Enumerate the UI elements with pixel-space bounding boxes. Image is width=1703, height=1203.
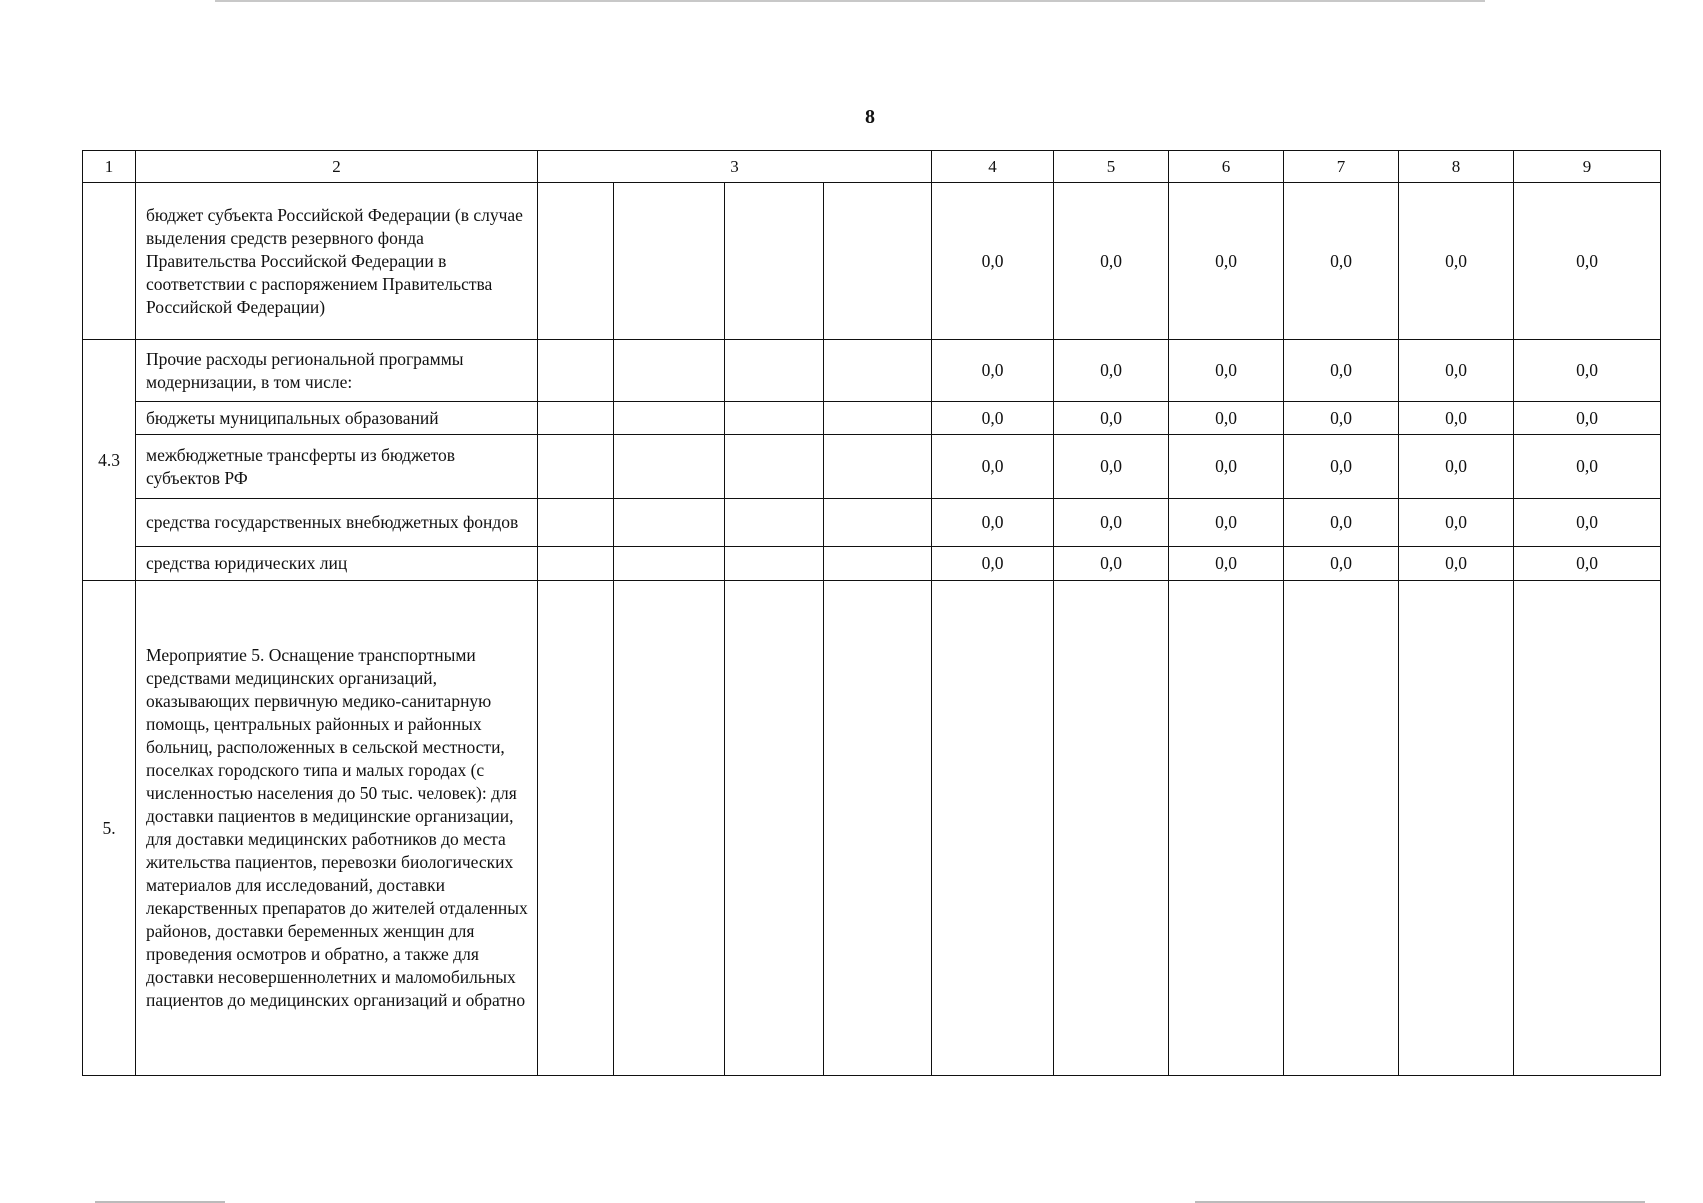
empty-cell xyxy=(614,340,725,402)
table-header-row xyxy=(83,151,1661,183)
header-cell-1: 1 xyxy=(83,151,136,183)
empty-cell xyxy=(725,402,824,435)
empty-cell xyxy=(538,402,614,435)
empty-cell xyxy=(614,435,725,499)
empty-cell xyxy=(538,547,614,581)
row-description: Мероприятие 5. Оснащение транспортными средствами медицинских организаций, оказывающих первичную медико-санитарную помощь, центральных районных и районных больниц, расположенных в сельской местности, поселках городского типа и малых городах (с численностью населения до 50 тыс. человек): для доставки пациентов в медицинские организации, для доставки медицинских работников до места жительства пациентов, перевозки биологических материалов для исследований, доставки лекарственных препаратов до жителей отдаленных районов, доставки беременных женщин для проведения осмотров и обратно, а также для доставки несовершеннолетних и маломобильных пациентов до медицинских организаций и обратно xyxy=(136,581,538,1076)
value-cell: 0,0 xyxy=(1399,340,1514,402)
empty-cell xyxy=(538,183,614,340)
header-cell-5: 5 xyxy=(1054,151,1169,183)
value-cell: 0,0 xyxy=(1054,547,1169,581)
value-cell: 0,0 xyxy=(932,402,1054,435)
empty-cell xyxy=(1054,581,1169,1076)
value-cell: 0,0 xyxy=(1514,183,1661,340)
row-description: Прочие расходы региональной программы модернизации, в том числе: xyxy=(136,340,538,402)
table-row xyxy=(83,547,1661,581)
empty-cell xyxy=(725,547,824,581)
header-cell-2: 2 xyxy=(136,151,538,183)
empty-cell xyxy=(725,581,824,1076)
value-cell: 0,0 xyxy=(1284,435,1399,499)
row-description: средства юридических лиц xyxy=(136,547,538,581)
value-cell: 0,0 xyxy=(1169,499,1284,547)
row-description: межбюджетные трансферты из бюджетов субъектов РФ xyxy=(136,435,538,499)
header-cell-3: 3 xyxy=(538,151,932,183)
table-row xyxy=(83,435,1661,499)
row-description: бюджеты муниципальных образований xyxy=(136,402,538,435)
empty-cell xyxy=(824,340,932,402)
empty-cell xyxy=(725,435,824,499)
empty-cell xyxy=(725,499,824,547)
table-row xyxy=(83,581,1661,1076)
value-cell: 0,0 xyxy=(1399,499,1514,547)
header-cell-7: 7 xyxy=(1284,151,1399,183)
header-cell-8: 8 xyxy=(1399,151,1514,183)
value-cell: 0,0 xyxy=(1054,340,1169,402)
table-row xyxy=(83,499,1661,547)
empty-cell xyxy=(538,499,614,547)
empty-cell xyxy=(725,183,824,340)
value-cell: 0,0 xyxy=(1169,183,1284,340)
empty-cell xyxy=(538,581,614,1076)
value-cell: 0,0 xyxy=(1514,435,1661,499)
value-cell: 0,0 xyxy=(1054,183,1169,340)
value-cell: 0,0 xyxy=(1169,547,1284,581)
row-description: средства государственных внебюджетных фондов xyxy=(136,499,538,547)
header-cell-6: 6 xyxy=(1169,151,1284,183)
empty-cell xyxy=(614,183,725,340)
value-cell: 0,0 xyxy=(932,499,1054,547)
row-description: бюджет субъекта Российской Федерации (в случае выделения средств резервного фонда Правительства Российской Федерации в соответствии с распоряжением Правительства Российской Федерации) xyxy=(136,183,538,340)
value-cell: 0,0 xyxy=(1514,402,1661,435)
empty-cell xyxy=(824,183,932,340)
row-number-cell xyxy=(83,183,136,340)
empty-cell xyxy=(725,340,824,402)
value-cell: 0,0 xyxy=(1284,340,1399,402)
empty-cell xyxy=(824,435,932,499)
header-cell-9: 9 xyxy=(1514,151,1661,183)
value-cell: 0,0 xyxy=(932,547,1054,581)
value-cell: 0,0 xyxy=(1169,402,1284,435)
budget-table xyxy=(82,150,1661,1076)
value-cell: 0,0 xyxy=(1284,183,1399,340)
value-cell: 0,0 xyxy=(1284,499,1399,547)
value-cell: 0,0 xyxy=(1054,402,1169,435)
value-cell: 0,0 xyxy=(1054,499,1169,547)
empty-cell xyxy=(614,547,725,581)
empty-cell xyxy=(1399,581,1514,1076)
header-cell-4: 4 xyxy=(932,151,1054,183)
value-cell: 0,0 xyxy=(1399,402,1514,435)
empty-cell xyxy=(824,499,932,547)
row-number-cell: 4.3 xyxy=(83,340,136,581)
value-cell: 0,0 xyxy=(1169,340,1284,402)
value-cell: 0,0 xyxy=(1054,435,1169,499)
value-cell: 0,0 xyxy=(1399,435,1514,499)
value-cell: 0,0 xyxy=(932,340,1054,402)
value-cell: 0,0 xyxy=(932,183,1054,340)
value-cell: 0,0 xyxy=(932,435,1054,499)
value-cell: 0,0 xyxy=(1514,340,1661,402)
scan-edge-top xyxy=(215,0,1485,2)
empty-cell xyxy=(614,402,725,435)
value-cell: 0,0 xyxy=(1399,547,1514,581)
table-row xyxy=(83,340,1661,402)
empty-cell xyxy=(538,340,614,402)
value-cell: 0,0 xyxy=(1284,402,1399,435)
empty-cell xyxy=(1169,581,1284,1076)
empty-cell xyxy=(1284,581,1399,1076)
table-row xyxy=(83,183,1661,340)
value-cell: 0,0 xyxy=(1514,547,1661,581)
empty-cell xyxy=(1514,581,1661,1076)
page-number: 8 xyxy=(865,106,875,128)
empty-cell xyxy=(614,499,725,547)
empty-cell xyxy=(824,547,932,581)
value-cell: 0,0 xyxy=(1169,435,1284,499)
empty-cell xyxy=(824,581,932,1076)
value-cell: 0,0 xyxy=(1514,499,1661,547)
empty-cell xyxy=(614,581,725,1076)
empty-cell xyxy=(932,581,1054,1076)
empty-cell xyxy=(824,402,932,435)
value-cell: 0,0 xyxy=(1399,183,1514,340)
empty-cell xyxy=(538,435,614,499)
table-row xyxy=(83,402,1661,435)
row-number-cell: 5. xyxy=(83,581,136,1076)
value-cell: 0,0 xyxy=(1284,547,1399,581)
